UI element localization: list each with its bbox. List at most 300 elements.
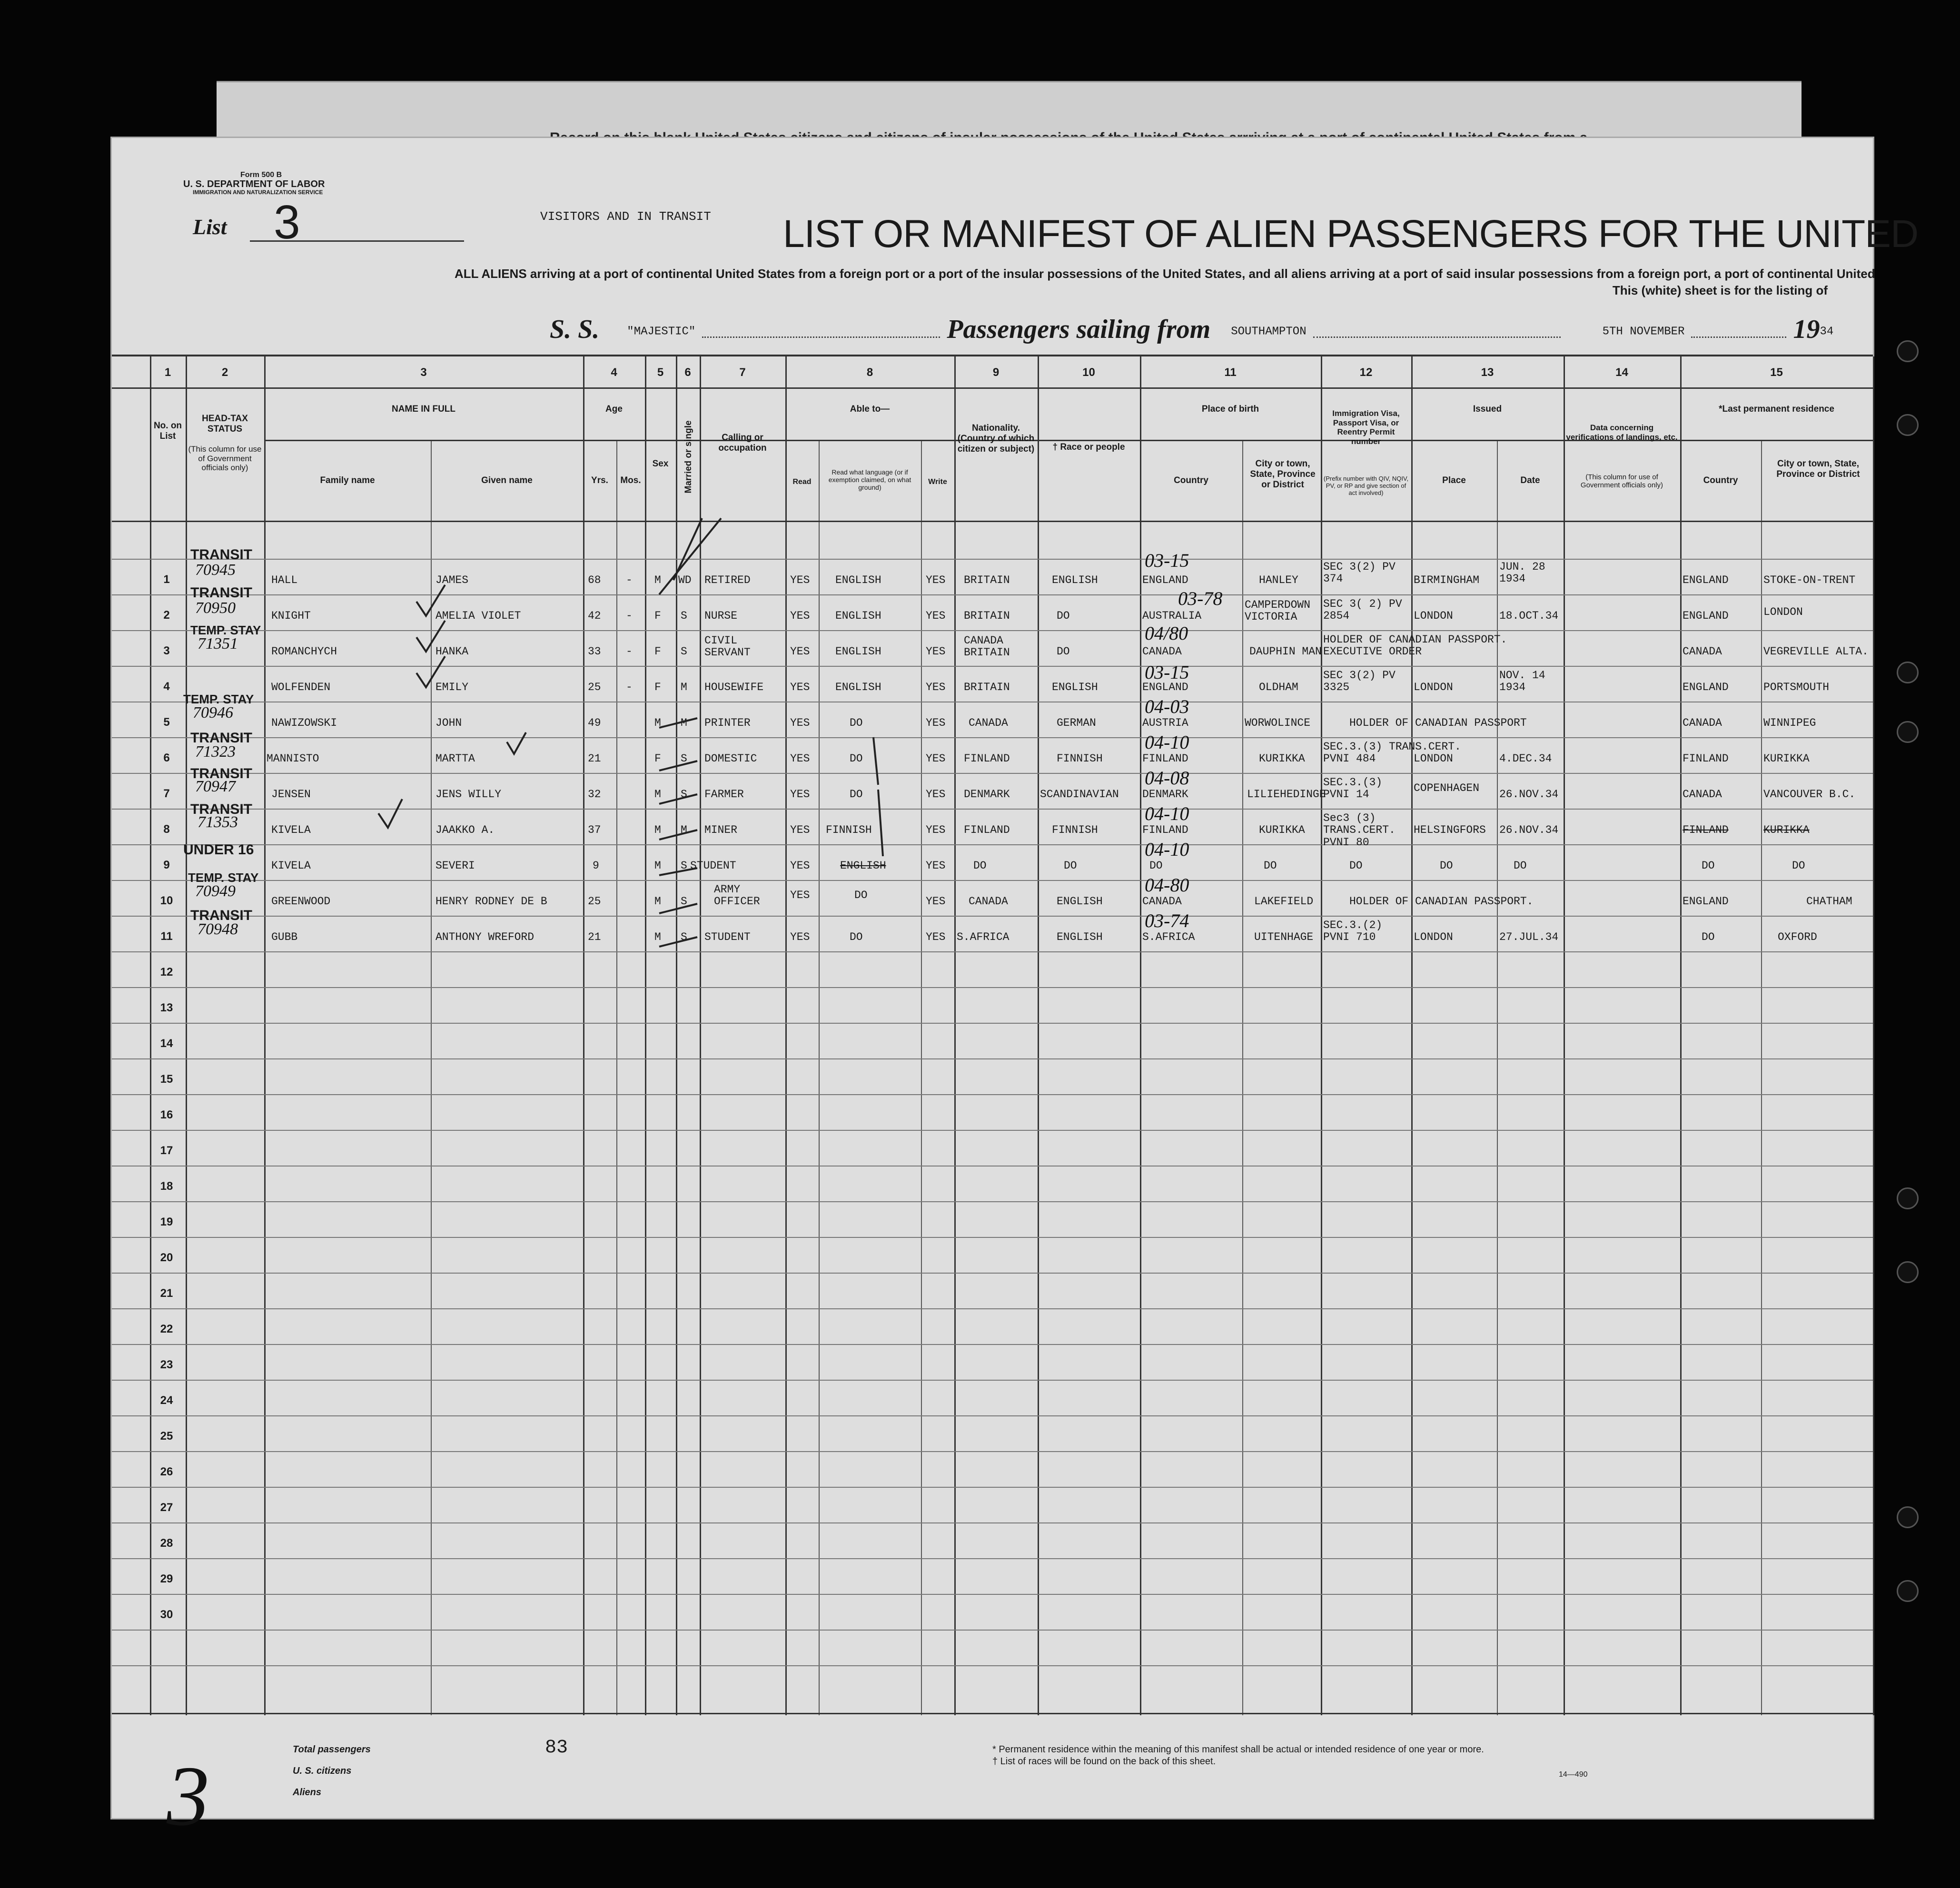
status-number: 71353 bbox=[198, 813, 238, 831]
can-read: YES bbox=[790, 574, 810, 586]
occupation: ARMY OFFICER bbox=[714, 883, 760, 908]
sex: M bbox=[654, 860, 661, 872]
sex: M bbox=[654, 895, 661, 908]
nationality: DENMARK bbox=[964, 788, 1010, 801]
given-name: AMELIA VIOLET bbox=[436, 610, 521, 622]
birth-country: ENGLAND bbox=[1142, 681, 1188, 693]
age-months: - bbox=[626, 610, 633, 622]
head-tax-stamp: TRANSIT bbox=[190, 908, 252, 923]
marital-status: S bbox=[681, 788, 687, 801]
form-identifier bbox=[183, 171, 325, 195]
header-head-tax-note: (This column for use of Government officials only) bbox=[188, 445, 262, 473]
row-number: 10 bbox=[160, 894, 173, 907]
residence-country: ENGLAND bbox=[1683, 895, 1729, 908]
residence-city: VANCOUVER B.C. bbox=[1763, 788, 1856, 801]
us-citizens-label: U. S. citizens bbox=[293, 1766, 352, 1776]
can-read: YES bbox=[790, 931, 810, 943]
can-read: YES bbox=[790, 860, 810, 872]
visa: SEC.3.(3) TRANS.CERT. PVNI 484 bbox=[1323, 741, 1461, 765]
can-write: YES bbox=[926, 574, 946, 586]
issued-date: 4.DEC.34 bbox=[1499, 752, 1552, 765]
head-tax-stamp: TEMP. STAY bbox=[183, 692, 254, 706]
column-number: 6 bbox=[684, 366, 691, 379]
handwritten-checkmarks bbox=[112, 356, 1873, 975]
language: DO bbox=[854, 889, 868, 901]
row-number: 21 bbox=[160, 1287, 173, 1300]
race: DO bbox=[1057, 610, 1070, 622]
year-suffix: 34 bbox=[1820, 325, 1834, 338]
row-number: 1 bbox=[163, 573, 170, 586]
manifest-table bbox=[112, 355, 1873, 1715]
header-sex: Sex bbox=[652, 459, 669, 469]
marital-status: S bbox=[681, 895, 687, 908]
header-verifications: Data concerning verifications of landings, etc. bbox=[1566, 423, 1678, 442]
issued-place: LONDON bbox=[1414, 931, 1453, 943]
can-read: YES bbox=[790, 788, 810, 801]
language: ENGLISH bbox=[840, 860, 886, 872]
row-number: 28 bbox=[160, 1537, 173, 1550]
row-number: 22 bbox=[160, 1323, 173, 1335]
service: IMMIGRATION AND NATURALIZATION SERVICE bbox=[193, 188, 323, 196]
sex: M bbox=[654, 931, 661, 943]
sex: F bbox=[654, 752, 661, 765]
row-number: 13 bbox=[160, 1001, 173, 1014]
birth-country: AUSTRIA bbox=[1142, 717, 1188, 729]
row-number: 3 bbox=[163, 644, 170, 657]
header-place-of-birth: Place of birth bbox=[1201, 404, 1259, 414]
header-age-yrs: Yrs. bbox=[591, 475, 608, 485]
residence-country: CANADA bbox=[1683, 645, 1722, 658]
birth-code: 03-74 bbox=[1145, 910, 1189, 931]
occupation: MINER bbox=[704, 824, 738, 836]
row-number: 24 bbox=[160, 1394, 173, 1407]
footnote-residence: * Permanent residence within the meaning of this manifest shall be actual or intended residence of one year or more. bbox=[992, 1744, 1484, 1755]
can-read: YES bbox=[790, 889, 810, 901]
row-number: 25 bbox=[160, 1430, 173, 1443]
family-name: GUBB bbox=[271, 931, 298, 943]
age-months: - bbox=[626, 681, 633, 693]
header-residence-city: City or town, State, Province or District bbox=[1776, 459, 1860, 479]
family-name: WOLFENDEN bbox=[271, 681, 331, 693]
head-tax-stamp: TRANSIT bbox=[190, 730, 252, 746]
birth-code: 03-15 bbox=[1145, 550, 1189, 571]
given-name: JENS WILLY bbox=[436, 788, 502, 801]
visa: HOLDER OF CANADIAN PASSPORT bbox=[1349, 717, 1527, 729]
nationality: BRITAIN bbox=[964, 610, 1010, 622]
column-number: 3 bbox=[420, 366, 427, 379]
family-name: KIVELA bbox=[271, 860, 311, 872]
family-name: MANNISTO bbox=[267, 752, 319, 765]
status-number: 70948 bbox=[198, 920, 238, 938]
given-name: JAMES bbox=[436, 574, 469, 586]
binder-hole bbox=[1897, 1187, 1919, 1209]
given-name: EMILY bbox=[436, 681, 469, 693]
birth-code: 03-78 bbox=[1178, 588, 1223, 609]
family-name: KIVELA bbox=[271, 824, 311, 836]
header-no-on-list: No. on List bbox=[153, 421, 182, 441]
given-name: JOHN bbox=[436, 717, 462, 729]
can-read: YES bbox=[790, 824, 810, 836]
corner-mark: 3 bbox=[167, 1749, 209, 1843]
residence-city: KURIKKA bbox=[1763, 752, 1810, 765]
row-number: 12 bbox=[160, 966, 173, 979]
language: DO bbox=[850, 788, 863, 801]
column-number: 8 bbox=[866, 366, 873, 379]
age-years: 9 bbox=[593, 860, 599, 872]
birth-country: FINLAND bbox=[1142, 752, 1188, 765]
column-number: 12 bbox=[1359, 366, 1373, 379]
header-visa-note: (Prefix number with QIV, NQIV, PV, or RP and give section of act involved) bbox=[1323, 475, 1409, 496]
birth-city: HANLEY bbox=[1259, 574, 1298, 586]
issued-place: LONDON bbox=[1414, 610, 1453, 622]
head-tax-stamp: TRANSIT bbox=[190, 585, 252, 601]
residence-country: ENGLAND bbox=[1683, 681, 1729, 693]
row-number: 14 bbox=[160, 1037, 173, 1050]
sex: F bbox=[654, 681, 661, 693]
occupation: DOMESTIC bbox=[704, 752, 757, 765]
language: ENGLISH bbox=[835, 645, 881, 658]
can-write: YES bbox=[926, 824, 946, 836]
given-name: HANKA bbox=[436, 645, 469, 658]
age-years: 68 bbox=[588, 574, 601, 586]
birth-country: S.AFRICA bbox=[1142, 931, 1195, 943]
can-write: YES bbox=[926, 610, 946, 622]
head-tax-stamp: TRANSIT bbox=[190, 766, 252, 781]
age-months: - bbox=[626, 574, 633, 586]
sailing-label: Passengers sailing from bbox=[947, 315, 1211, 344]
visa: DO bbox=[1349, 860, 1363, 872]
residence-city: STOKE-ON-TRENT bbox=[1763, 574, 1856, 586]
birth-city: UITENHAGE bbox=[1254, 931, 1314, 943]
residence-country: ENGLAND bbox=[1683, 574, 1729, 586]
visa: HOLDER OF CANADIAN PASSPORT. bbox=[1349, 895, 1534, 908]
header-married: Married or single bbox=[683, 420, 694, 494]
residence-city: OXFORD bbox=[1778, 931, 1817, 943]
language: DO bbox=[850, 931, 863, 943]
issued-place: HELSINGFORS bbox=[1414, 824, 1486, 836]
status-number: 70949 bbox=[195, 882, 236, 900]
language: FINNISH bbox=[826, 824, 872, 836]
race: DO bbox=[1057, 645, 1070, 658]
residence-city: WINNIPEG bbox=[1763, 717, 1816, 729]
row-number: 27 bbox=[160, 1501, 173, 1514]
header-race: † Race or people bbox=[1052, 442, 1125, 452]
birth-code: 04-08 bbox=[1145, 767, 1189, 789]
residence-country: CANADA bbox=[1683, 788, 1722, 801]
birth-country: CANADA bbox=[1142, 645, 1182, 658]
header-issued-place: Place bbox=[1442, 475, 1466, 485]
manifest-sheet bbox=[112, 138, 1919, 1843]
header-birth-city: City or town, State, Province or District bbox=[1250, 459, 1316, 490]
birth-city: WORWOLINCE bbox=[1245, 717, 1311, 729]
column-number: 14 bbox=[1615, 366, 1628, 379]
age-months: - bbox=[626, 645, 633, 658]
visa: SEC 3( 2) PV 2854 bbox=[1323, 598, 1402, 623]
marital-status: S bbox=[681, 610, 687, 622]
header-last-residence: *Last permanent residence bbox=[1719, 404, 1834, 414]
occupation: FARMER bbox=[704, 788, 744, 801]
binder-hole bbox=[1897, 1580, 1919, 1602]
can-write: YES bbox=[926, 931, 946, 943]
language: ENGLISH bbox=[835, 681, 881, 693]
column-number: 5 bbox=[657, 366, 664, 379]
marital-status: S bbox=[681, 752, 687, 765]
status-number: 70946 bbox=[193, 704, 233, 722]
given-name: HENRY RODNEY DE B bbox=[436, 895, 547, 908]
list-label: List bbox=[193, 215, 227, 239]
row-number: 7 bbox=[163, 787, 170, 800]
binder-hole bbox=[1897, 662, 1919, 683]
aliens-label: Aliens bbox=[293, 1787, 322, 1798]
age-years: 42 bbox=[588, 610, 601, 622]
column-number: 4 bbox=[611, 366, 617, 379]
visa: Sec3 (3) TRANS.CERT. PVNI 80 bbox=[1323, 812, 1396, 849]
header-calling: Calling or occupation bbox=[718, 433, 767, 453]
status-number: 71351 bbox=[198, 635, 238, 652]
page-mark: 83 bbox=[545, 1737, 568, 1759]
ship-name: "MAJESTIC" bbox=[627, 325, 696, 338]
row-number: 18 bbox=[160, 1180, 173, 1193]
year-prefix: 19 bbox=[1793, 315, 1820, 344]
residence-country: DO bbox=[1702, 931, 1715, 943]
sex: M bbox=[654, 788, 661, 801]
can-write: YES bbox=[926, 645, 946, 658]
column-number: 2 bbox=[221, 366, 228, 379]
can-write: YES bbox=[926, 717, 946, 729]
birth-code: 04/80 bbox=[1145, 623, 1188, 644]
sex: M bbox=[654, 824, 661, 836]
issued-date: 26.NOV.34 bbox=[1499, 824, 1559, 836]
row-number: 15 bbox=[160, 1073, 173, 1086]
header-able-to: Able to— bbox=[850, 404, 890, 414]
binder-hole bbox=[1897, 340, 1919, 362]
row-number: 11 bbox=[160, 930, 173, 943]
visa: SEC.3.(3) PVNI 14 bbox=[1323, 776, 1383, 801]
race: SCANDINAVIAN bbox=[1040, 788, 1119, 801]
header-issued-date: Date bbox=[1520, 475, 1540, 485]
occupation: RETIRED bbox=[704, 574, 751, 586]
head-tax-stamp: TRANSIT bbox=[190, 547, 252, 563]
header-nationality: Nationality. (Country of which citizen or subject) bbox=[957, 423, 1035, 454]
birth-city: KURIKKA bbox=[1259, 824, 1305, 836]
can-write: YES bbox=[926, 752, 946, 765]
marital-status: S bbox=[681, 860, 687, 872]
issued-place: DO bbox=[1440, 860, 1453, 872]
column-number: 13 bbox=[1481, 366, 1494, 379]
residence-country: FINLAND bbox=[1683, 824, 1729, 836]
birth-country: FINLAND bbox=[1142, 824, 1188, 836]
race: ENGLISH bbox=[1057, 931, 1103, 943]
header-given-name: Given name bbox=[481, 475, 533, 485]
visa: SEC 3(2) PV 374 bbox=[1323, 561, 1396, 585]
column-number: 15 bbox=[1770, 366, 1783, 379]
can-read: YES bbox=[790, 645, 810, 658]
header-visa: Immigration Visa, Passport Visa, or Reentry Permit number bbox=[1332, 409, 1400, 446]
print-code: 14—490 bbox=[1559, 1770, 1588, 1779]
header-age-mos: Mos. bbox=[620, 475, 641, 485]
row-number: 6 bbox=[163, 751, 170, 764]
can-write: YES bbox=[926, 860, 946, 872]
visitors-label: VISITORS AND IN TRANSIT bbox=[540, 209, 711, 224]
total-passengers-label: Total passengers bbox=[293, 1744, 371, 1755]
marital-status: S bbox=[681, 645, 687, 658]
head-tax-stamp: TEMP. STAY bbox=[190, 623, 261, 637]
birth-city: OLDHAM bbox=[1259, 681, 1298, 693]
status-number: 71323 bbox=[195, 743, 236, 761]
family-name: KNIGHT bbox=[271, 610, 311, 622]
issued-date: 26.NOV.34 bbox=[1499, 788, 1559, 801]
language: DO bbox=[850, 717, 863, 729]
age-years: 21 bbox=[588, 752, 601, 765]
occupation: NURSE bbox=[704, 610, 738, 622]
birth-city: KURIKKA bbox=[1259, 752, 1305, 765]
ship-row bbox=[550, 314, 1833, 345]
race: ENGLISH bbox=[1052, 681, 1098, 693]
column-number: 1 bbox=[164, 366, 171, 379]
residence-city: LONDON bbox=[1763, 606, 1803, 618]
language: ENGLISH bbox=[835, 574, 881, 586]
can-read: YES bbox=[790, 610, 810, 622]
age-years: 37 bbox=[588, 824, 601, 836]
marital-status: M bbox=[681, 824, 687, 836]
list-number: 3 bbox=[274, 196, 300, 249]
issued-date: JUN. 28 1934 bbox=[1499, 561, 1545, 585]
residence-city: KURIKKA bbox=[1763, 824, 1810, 836]
marital-status: S bbox=[681, 931, 687, 943]
age-years: 21 bbox=[588, 931, 601, 943]
nationality: CANADA BRITAIN bbox=[964, 634, 1010, 659]
age-years: 25 bbox=[588, 895, 601, 908]
given-name: ANTHONY WREFORD bbox=[436, 931, 535, 943]
birth-code: 04-10 bbox=[1145, 731, 1189, 753]
department: U. S. DEPARTMENT OF LABOR bbox=[183, 178, 325, 189]
race: FINNISH bbox=[1052, 824, 1098, 836]
age-years: 33 bbox=[588, 645, 601, 658]
issued-place: COPENHAGEN bbox=[1414, 782, 1480, 794]
visa: SEC 3(2) PV 3325 bbox=[1323, 669, 1396, 694]
can-write: YES bbox=[926, 681, 946, 693]
subtitle-second-line: This (white) sheet is for the listing of bbox=[1612, 283, 1828, 297]
header-head-tax: HEAD-TAX STATUS bbox=[202, 414, 248, 434]
list-underline bbox=[250, 240, 464, 242]
row-number: 29 bbox=[160, 1572, 173, 1585]
sex: F bbox=[654, 645, 661, 658]
family-name: GREENWOOD bbox=[271, 895, 331, 908]
family-name: NAWIZOWSKI bbox=[271, 717, 337, 729]
birth-city: DAUPHIN MAN bbox=[1249, 645, 1322, 658]
binder-hole bbox=[1897, 414, 1919, 436]
head-tax-stamp: UNDER 16 bbox=[183, 842, 254, 858]
page-title: LIST OR MANIFEST OF ALIEN PASSENGERS FOR THE UNITED bbox=[783, 212, 1919, 256]
header-family-name: Family name bbox=[320, 475, 375, 485]
sailing-date: 5TH NOVEMBER bbox=[1602, 325, 1685, 338]
issued-date: 18.OCT.34 bbox=[1499, 610, 1559, 622]
row-number: 17 bbox=[160, 1144, 173, 1157]
birth-city: CAMPERDOWN VICTORIA bbox=[1245, 599, 1311, 623]
race: ENGLISH bbox=[1057, 895, 1103, 908]
sex: M bbox=[654, 717, 661, 729]
can-write: YES bbox=[926, 788, 946, 801]
age-years: 32 bbox=[588, 788, 601, 801]
issued-place: LONDON bbox=[1414, 681, 1453, 693]
birth-city: DO bbox=[1264, 860, 1277, 872]
status-number: 70947 bbox=[195, 778, 236, 795]
header-issued: Issued bbox=[1473, 404, 1502, 414]
birth-code: 03-15 bbox=[1145, 662, 1189, 683]
language: DO bbox=[850, 752, 863, 765]
row-number: 20 bbox=[160, 1251, 173, 1264]
birth-country: CANADA bbox=[1142, 895, 1182, 908]
row-number: 4 bbox=[163, 680, 170, 693]
residence-city: DO bbox=[1792, 860, 1805, 872]
row-number: 16 bbox=[160, 1108, 173, 1121]
family-name: JENSEN bbox=[271, 788, 311, 801]
occupation: CIVIL SERVANT bbox=[704, 634, 751, 659]
marital-status: M bbox=[681, 681, 687, 693]
row-number: 9 bbox=[163, 859, 170, 871]
race: DO bbox=[1064, 860, 1077, 872]
nationality: FINLAND bbox=[964, 824, 1010, 836]
occupation: HOUSEWIFE bbox=[704, 681, 764, 693]
status-number: 70945 bbox=[195, 561, 236, 579]
header-write: Write bbox=[928, 478, 947, 486]
row-number: 23 bbox=[160, 1358, 173, 1371]
residence-country: FINLAND bbox=[1683, 752, 1729, 765]
can-read: YES bbox=[790, 752, 810, 765]
can-read: YES bbox=[790, 681, 810, 693]
nationality: BRITAIN bbox=[964, 574, 1010, 586]
column-number: 10 bbox=[1082, 366, 1095, 379]
binder-hole bbox=[1897, 721, 1919, 743]
ss-label: S. S. bbox=[550, 315, 600, 344]
departure-port: SOUTHAMPTON bbox=[1231, 325, 1307, 338]
residence-city: PORTSMOUTH bbox=[1763, 681, 1830, 693]
can-read: YES bbox=[790, 717, 810, 729]
family-name: HALL bbox=[271, 574, 298, 586]
header-read: Read bbox=[792, 478, 812, 486]
row-number: 8 bbox=[163, 823, 170, 836]
row-number: 30 bbox=[160, 1608, 173, 1621]
issued-date: 27.JUL.34 bbox=[1499, 931, 1559, 943]
given-name: SEVERI bbox=[436, 860, 475, 872]
header-read-language: Read what language (or if exemption claimed, on what ground) bbox=[828, 468, 911, 492]
race: ENGLISH bbox=[1052, 574, 1098, 586]
row-number: 2 bbox=[163, 609, 170, 622]
birth-country: DENMARK bbox=[1142, 788, 1188, 801]
subtitle: ALL ALIENS arriving at a port of continental United States from a foreign port or a port of the insular possessions of the United States, and all aliens arriving at a port of said insular possessions from a foreign port, a port of continental United bbox=[455, 267, 1875, 281]
binder-hole bbox=[1897, 1261, 1919, 1283]
nationality: S.AFRICA bbox=[957, 931, 1010, 943]
nationality: FINLAND bbox=[964, 752, 1010, 765]
birth-city: LAKEFIELD bbox=[1254, 895, 1314, 908]
head-tax-stamp: TRANSIT bbox=[190, 801, 252, 817]
issued-place: BIRMINGHAM bbox=[1414, 574, 1480, 586]
binder-hole bbox=[1897, 1506, 1919, 1528]
nationality: DO bbox=[973, 860, 987, 872]
sex: F bbox=[654, 610, 661, 622]
residence-city: CHATHAM bbox=[1806, 895, 1852, 908]
nationality: CANADA bbox=[969, 717, 1008, 729]
birth-country: DO bbox=[1149, 860, 1163, 872]
can-write: YES bbox=[926, 895, 946, 908]
given-name: MARTTA bbox=[436, 752, 475, 765]
nationality: CANADA bbox=[969, 895, 1008, 908]
occupation: STUDENT bbox=[690, 860, 736, 872]
footnote-races: † List of races will be found on the back of this sheet. bbox=[992, 1756, 1216, 1767]
header-age: Age bbox=[605, 404, 623, 414]
birth-code: 04-03 bbox=[1145, 696, 1189, 717]
column-number: 9 bbox=[992, 366, 1000, 379]
